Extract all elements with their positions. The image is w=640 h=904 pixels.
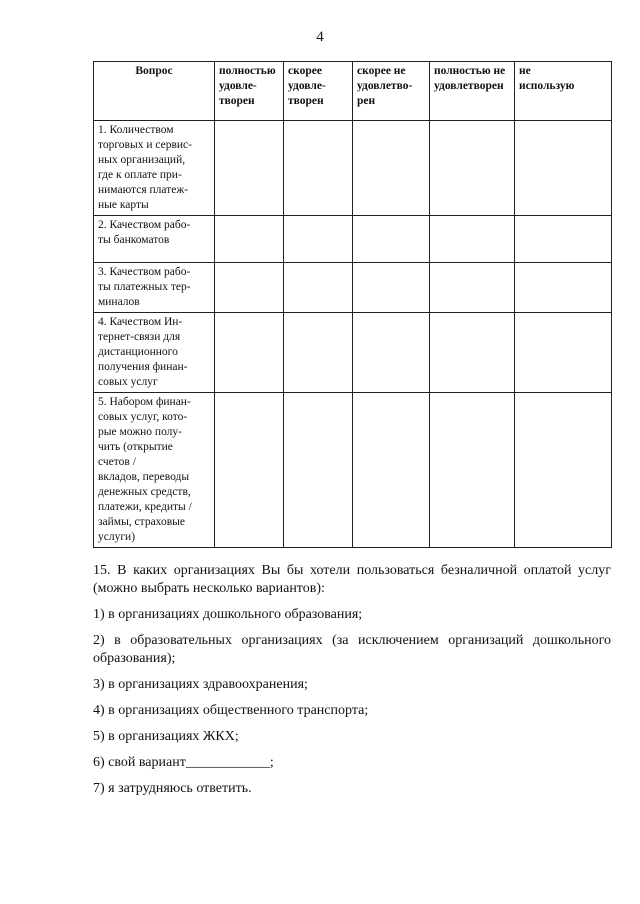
table-row — [94, 216, 612, 263]
answer-cell[interactable] — [353, 121, 430, 216]
answer-cell[interactable] — [284, 216, 353, 263]
answer-cell[interactable] — [353, 216, 430, 263]
answer-cell[interactable] — [215, 313, 284, 393]
answer-cell[interactable] — [353, 313, 430, 393]
answer-cell[interactable] — [515, 216, 612, 263]
answer-cell[interactable] — [215, 263, 284, 313]
option-5: 5) в организациях ЖКХ; — [93, 729, 239, 744]
header-rather-not-satisfied: скорее не удовлетво- рен — [353, 62, 430, 121]
answer-cell[interactable] — [430, 393, 515, 548]
row-question: 5. Набором финан- совых услуг, кото- рые можно полу- чить (открытие счетов / вкладов, переводы денежных средств, платежи, кредиты / займы, страховые услуги) — [94, 393, 215, 548]
answer-cell[interactable] — [430, 216, 515, 263]
answer-cell[interactable] — [215, 216, 284, 263]
row-question: 2. Качеством рабо- ты банкоматов — [94, 216, 215, 263]
header-rather-satisfied: скорее удовле- творен — [284, 62, 353, 121]
row-question: 1. Количеством торговых и сервис- ных организаций, где к оплате при- нимаются платеж- ные карты — [94, 121, 215, 216]
answer-cell[interactable] — [284, 313, 353, 393]
option-3: 3) в организациях здравоохранения; — [93, 677, 308, 692]
page-number: 4 — [316, 29, 324, 45]
answer-cell[interactable] — [515, 393, 612, 548]
header-fully-not-satisfied: полностью не удовлетворен — [430, 62, 515, 121]
table-row — [94, 121, 612, 216]
option-7: 7) я затрудняюсь ответить. — [93, 781, 252, 796]
option-1: 1) в организациях дошкольного образования; — [93, 607, 363, 622]
answer-cell[interactable] — [515, 313, 612, 393]
option-2: 2) в образовательных организациях (за исключением организаций дошкольного образования); — [93, 633, 611, 666]
answer-cell[interactable] — [353, 263, 430, 313]
answer-cell[interactable] — [430, 263, 515, 313]
answer-cell[interactable] — [215, 121, 284, 216]
satisfaction-table — [93, 61, 612, 548]
answer-cell[interactable] — [515, 263, 612, 313]
answer-cell[interactable] — [353, 393, 430, 548]
header-question: Вопрос — [94, 62, 215, 121]
answer-cell[interactable] — [430, 313, 515, 393]
table-row — [94, 263, 612, 313]
row-question: 3. Качеством рабо- ты платежных тер- миналов — [94, 263, 215, 313]
table-row — [94, 313, 612, 393]
question-15-text: 15. В каких организациях Вы бы хотели пользоваться безналичной оплатой услуг (можно выбрать несколько вариантов): — [93, 563, 611, 596]
option-4: 4) в организациях общественного транспорта; — [93, 703, 369, 718]
table-row — [94, 393, 612, 548]
option-6: 6) свой вариант____________; — [93, 755, 274, 770]
answer-cell[interactable] — [430, 121, 515, 216]
header-not-used: не использую — [515, 62, 612, 121]
header-fully-satisfied: полностью удовле- творен — [215, 62, 284, 121]
answer-cell[interactable] — [515, 121, 612, 216]
row-question: 4. Качеством Ин- тернет-связи для дистанционного получения финан- совых услуг — [94, 313, 215, 393]
answer-cell[interactable] — [284, 393, 353, 548]
answer-cell[interactable] — [284, 121, 353, 216]
answer-cell[interactable] — [284, 263, 353, 313]
table-header-row — [94, 62, 612, 121]
answer-cell[interactable] — [215, 393, 284, 548]
